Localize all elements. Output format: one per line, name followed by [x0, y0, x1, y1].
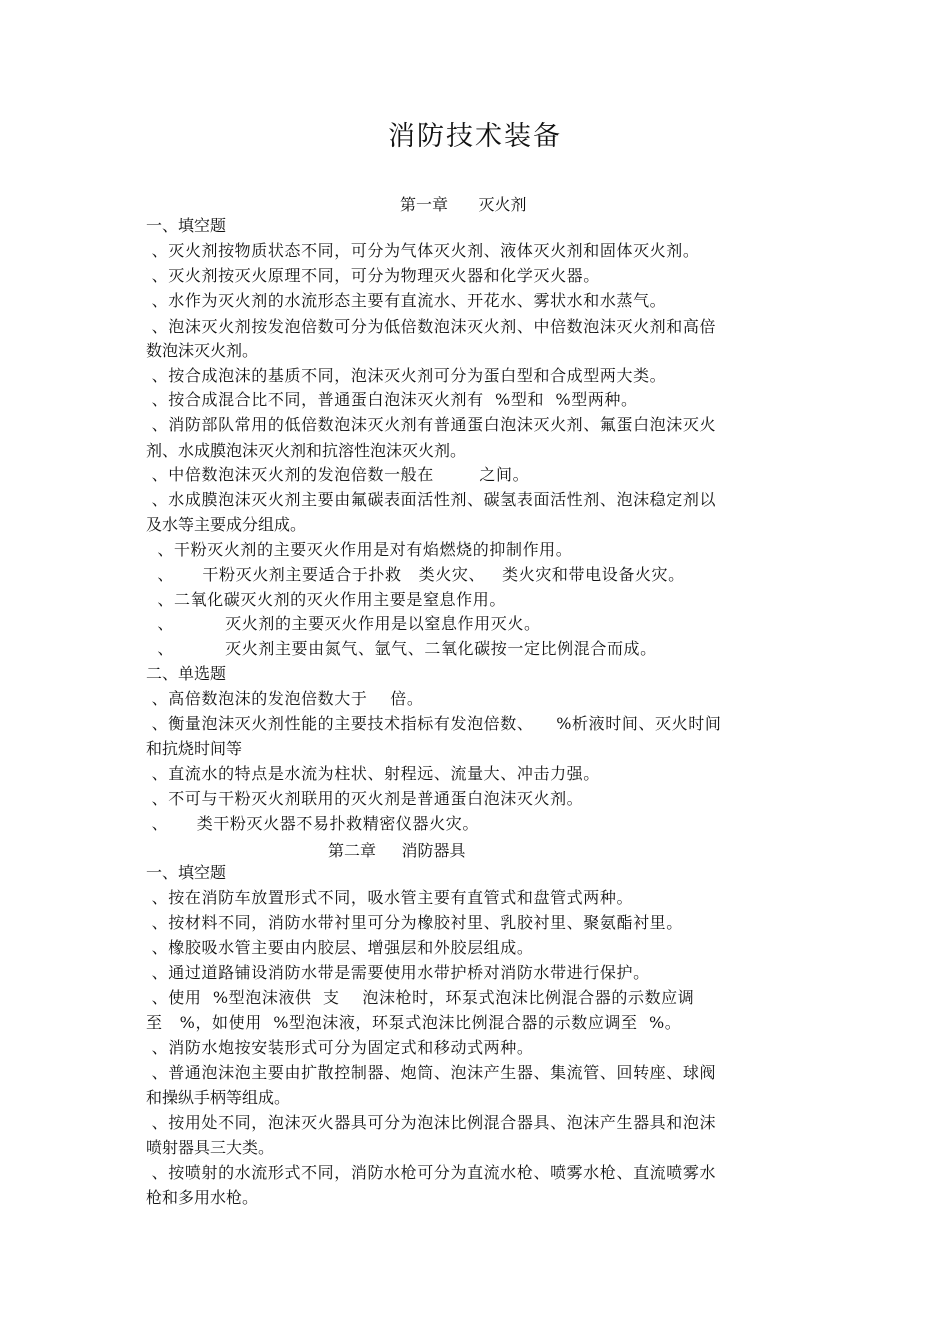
question-line: 剂、水成膜泡沫灭火剂和抗溶性泡沫灭火剂。	[146, 441, 467, 460]
question-line: 、水作为灭火剂的水流形态主要有直流水、开花水、雾状水和水蒸气。	[146, 291, 667, 310]
question-line: 数泡沫灭火剂。	[146, 341, 259, 360]
question-line: 、泡沫灭火剂按发泡倍数可分为低倍数泡沫灭火剂、中倍数泡沫灭火剂和高倍	[146, 317, 717, 336]
question-line: 及水等主要成分组成。	[146, 515, 307, 534]
question-line: 、消防水炮按安装形式可分为固定式和移动式两种。	[146, 1038, 534, 1057]
section-heading: 一、填空题	[146, 216, 227, 235]
question-line: 、按在消防车放置形式不同，吸水管主要有直管式和盘管式两种。	[146, 888, 634, 907]
document-title: 消防技术装备	[388, 121, 562, 152]
question-line: 、按材料不同，消防水带衬里可分为橡胶衬里、乳胶衬里、聚氨酯衬里。	[146, 913, 683, 932]
question-line: 、直流水的特点是水流为柱状、射程远、流量大、冲击力强。	[146, 764, 600, 783]
chapter-1-name: 灭火剂	[478, 195, 527, 214]
question-line: 、使用 %型泡沫液供 支 泡沫枪时，环泵式泡沫比例混合器的示数应调	[146, 988, 695, 1007]
question-line: 、衡量泡沫灭火剂性能的主要技术指标有发泡倍数、 %析液时间、灭火时间	[146, 714, 722, 733]
question-line: 、水成膜泡沫灭火剂主要由氟碳表面活性剂、碳氢表面活性剂、泡沫稳定剂以	[146, 490, 717, 509]
question-line: 、按喷射的水流形式不同，消防水枪可分为直流水枪、喷雾水枪、直流喷雾水	[146, 1163, 717, 1182]
question-line: 、按合成混合比不同，普通蛋白泡沫灭火剂有 %型和 %型两种。	[146, 390, 638, 409]
question-line: 、灭火剂按灭火原理不同，可分为物理灭火器和化学灭火器。	[146, 266, 600, 285]
section-heading: 一、填空题	[146, 863, 227, 882]
chapter-2-heading	[328, 838, 465, 861]
question-line: 、 类干粉灭火器不易扑救精密仪器火灾。	[146, 814, 479, 833]
chapter-1-heading	[400, 192, 527, 215]
question-line: 、高倍数泡沫的发泡倍数大于 倍。	[146, 689, 424, 708]
chapter-1-label: 第一章	[400, 195, 449, 214]
section-heading: 二、单选题	[146, 664, 227, 683]
question-line: 至 %，如使用 %型泡沫液，环泵式泡沫比例混合器的示数应调至 %。	[146, 1013, 682, 1032]
question-line: 和操纵手柄等组成。	[146, 1088, 291, 1107]
question-line: 、二氧化碳灭火剂的灭火作用主要是窒息作用。	[146, 590, 506, 609]
question-line: 枪和多用水枪。	[146, 1188, 259, 1207]
question-line: 、按合成泡沫的基质不同，泡沫灭火剂可分为蛋白型和合成型两大类。	[146, 366, 667, 385]
question-line: 喷射器具三大类。	[146, 1138, 275, 1157]
chapter-2-name: 消防器具	[401, 841, 466, 860]
question-line: 、消防部队常用的低倍数泡沫灭火剂有普通蛋白泡沫灭火剂、氟蛋白泡沫灭火	[146, 415, 717, 434]
question-line: 、通过道路铺设消防水带是需要使用水带护桥对消防水带进行保护。	[146, 963, 650, 982]
question-line: 、按用处不同，泡沫灭火器具可分为泡沫比例混合器具、泡沫产生器具和泡沫	[146, 1113, 717, 1132]
question-line: 、 干粉灭火剂主要适合于扑救 类火灾、 类火灾和带电设备火灾。	[146, 565, 685, 584]
chapter-2-label: 第二章	[328, 841, 377, 860]
question-line: 、灭火剂按物质状态不同，可分为气体灭火剂、液体灭火剂和固体灭火剂。	[146, 241, 700, 260]
question-line: 、中倍数泡沫灭火剂的发泡倍数一般在 之间。	[146, 465, 530, 484]
question-line: 、橡胶吸水管主要由内胶层、增强层和外胶层组成。	[146, 938, 534, 957]
question-line: 、干粉灭火剂的主要灭火作用是对有焰燃烧的抑制作用。	[146, 540, 573, 559]
question-line: 、 灭火剂主要由氮气、氩气、二氧化碳按一定比例混合而成。	[146, 639, 657, 658]
question-line: 、普通泡沫泡主要由扩散控制器、炮筒、泡沫产生器、集流管、回转座、球阀	[146, 1063, 717, 1082]
question-line: 、不可与干粉灭火剂联用的灭火剂是普通蛋白泡沫灭火剂。	[146, 789, 584, 808]
question-line: 、 灭火剂的主要灭火作用是以窒息作用灭火。	[146, 614, 541, 633]
question-line: 和抗烧时间等	[146, 739, 243, 758]
